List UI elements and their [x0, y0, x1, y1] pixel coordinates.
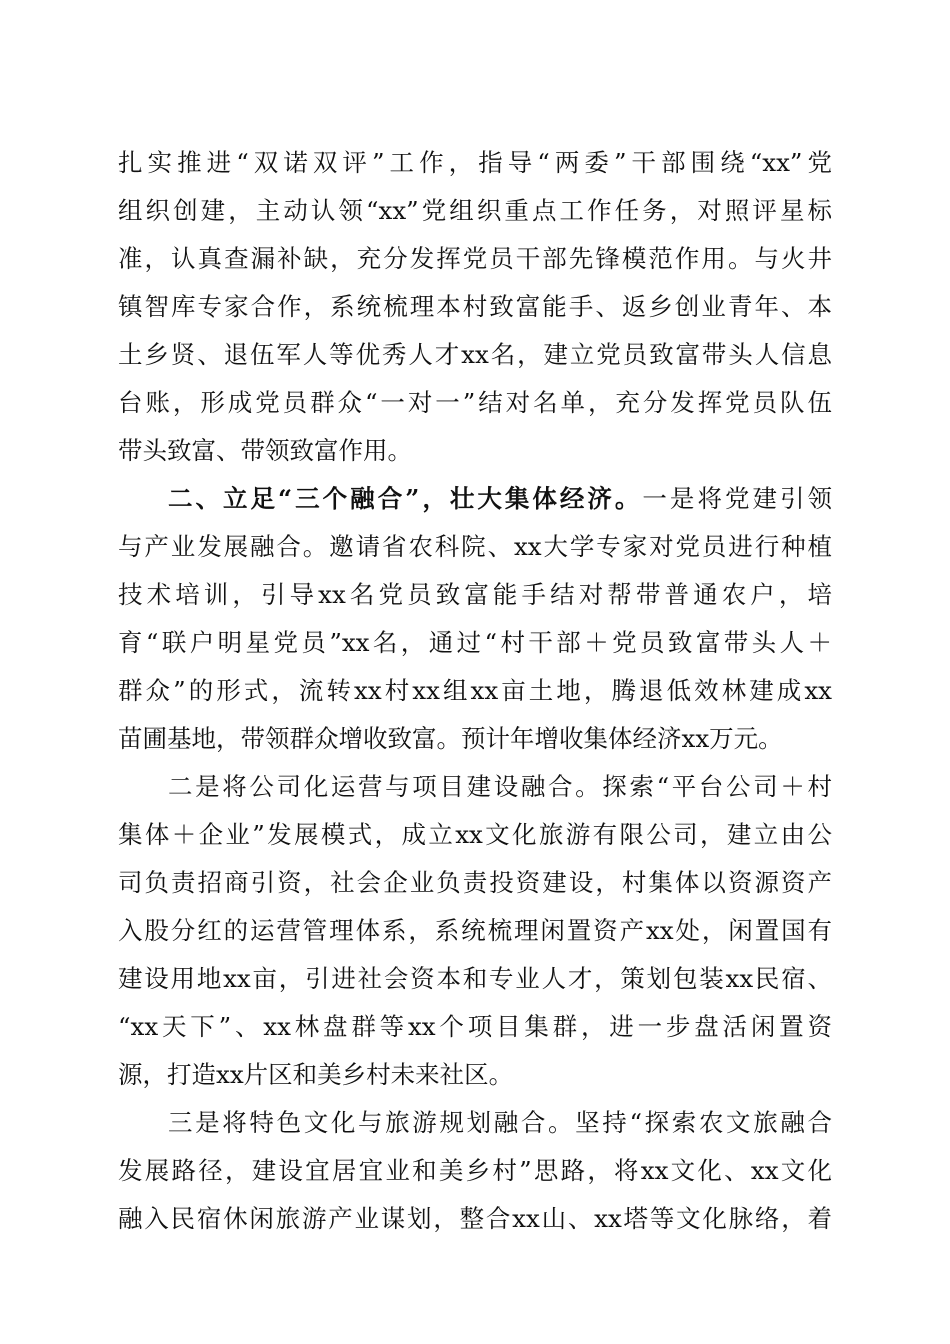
- text-line: 建设用地xx亩，引进社会资本和专业人才，策划包装xx民宿、: [118, 964, 832, 993]
- text-line: 苗圃基地，带领群众增收致富。预计年增收集体经济xx万元。: [118, 724, 783, 753]
- text-line: 发展路径，建设宜居宜业和美乡村”思路，将xx文化、xx文化: [118, 1156, 832, 1185]
- text-line: 群众”的形式，流转xx村xx组xx亩土地，腾退低效林建成xx: [118, 676, 832, 705]
- paragraph-culture-tourism: [118, 1099, 832, 1243]
- text-line: 融入民宿休闲旅游产业谋划，整合xx山、xx塔等文化脉络，着: [118, 1204, 832, 1233]
- text-line: 准，认真查漏补缺，充分发挥党员干部先锋模范作用。与火井: [118, 244, 832, 273]
- document-page: [118, 139, 832, 1243]
- text-line: 台账，形成党员群众“一对一”结对名单，充分发挥党员队伍: [118, 388, 832, 417]
- text-line: 集体＋企业”发展模式，成立xx文化旅游有限公司，建立由公: [118, 820, 832, 849]
- text-line: 育“联户明星党员”xx名，通过“村干部＋党员致富带头人＋: [118, 628, 832, 657]
- section-heading: 二、立足“三个融合”，壮大集体经济。: [168, 484, 643, 513]
- text-run: 一是将党建引领: [642, 484, 832, 513]
- section-heading-line: [118, 475, 832, 523]
- text-line: 入股分红的运营管理体系，系统梳理闲置资产xx处，闲置国有: [118, 916, 832, 945]
- text-line: 源，打造xx片区和美乡村未来社区。: [118, 1060, 514, 1089]
- text-line: 技术培训，引导xx名党员致富能手结对帮带普通农户，培: [118, 580, 832, 609]
- paragraph-company-operation: [118, 763, 832, 1099]
- text-line: 与产业发展融合。邀请省农科院、xx大学专家对党员进行种植: [118, 532, 832, 561]
- paragraph-three-integrations: [118, 475, 832, 763]
- text-line: 带头致富、带领致富作用。: [118, 436, 412, 465]
- text-line: 司负责招商引资，社会企业负责投资建设，村集体以资源资产: [118, 868, 832, 897]
- text-line: 土乡贤、退伍军人等优秀人才xx名，建立党员致富带头人信息: [118, 340, 832, 369]
- text-line: 三是将特色文化与旅游规划融合。坚持“探索农文旅融合: [168, 1108, 832, 1137]
- text-line: 二是将公司化运营与项目建设融合。探索“平台公司＋村: [168, 772, 832, 801]
- text-line: “xx天下”、xx林盘群等xx个项目集群，进一步盘活闲置资: [118, 1012, 832, 1041]
- text-line: 扎实推进“双诺双评”工作，指导“两委”干部围绕“xx”党: [118, 148, 832, 177]
- paragraph-party-building: [118, 139, 832, 475]
- text-line: 镇智库专家合作，系统梳理本村致富能手、返乡创业青年、本: [118, 292, 832, 321]
- text-line: 组织创建，主动认领“xx”党组织重点工作任务，对照评星标: [118, 196, 832, 225]
